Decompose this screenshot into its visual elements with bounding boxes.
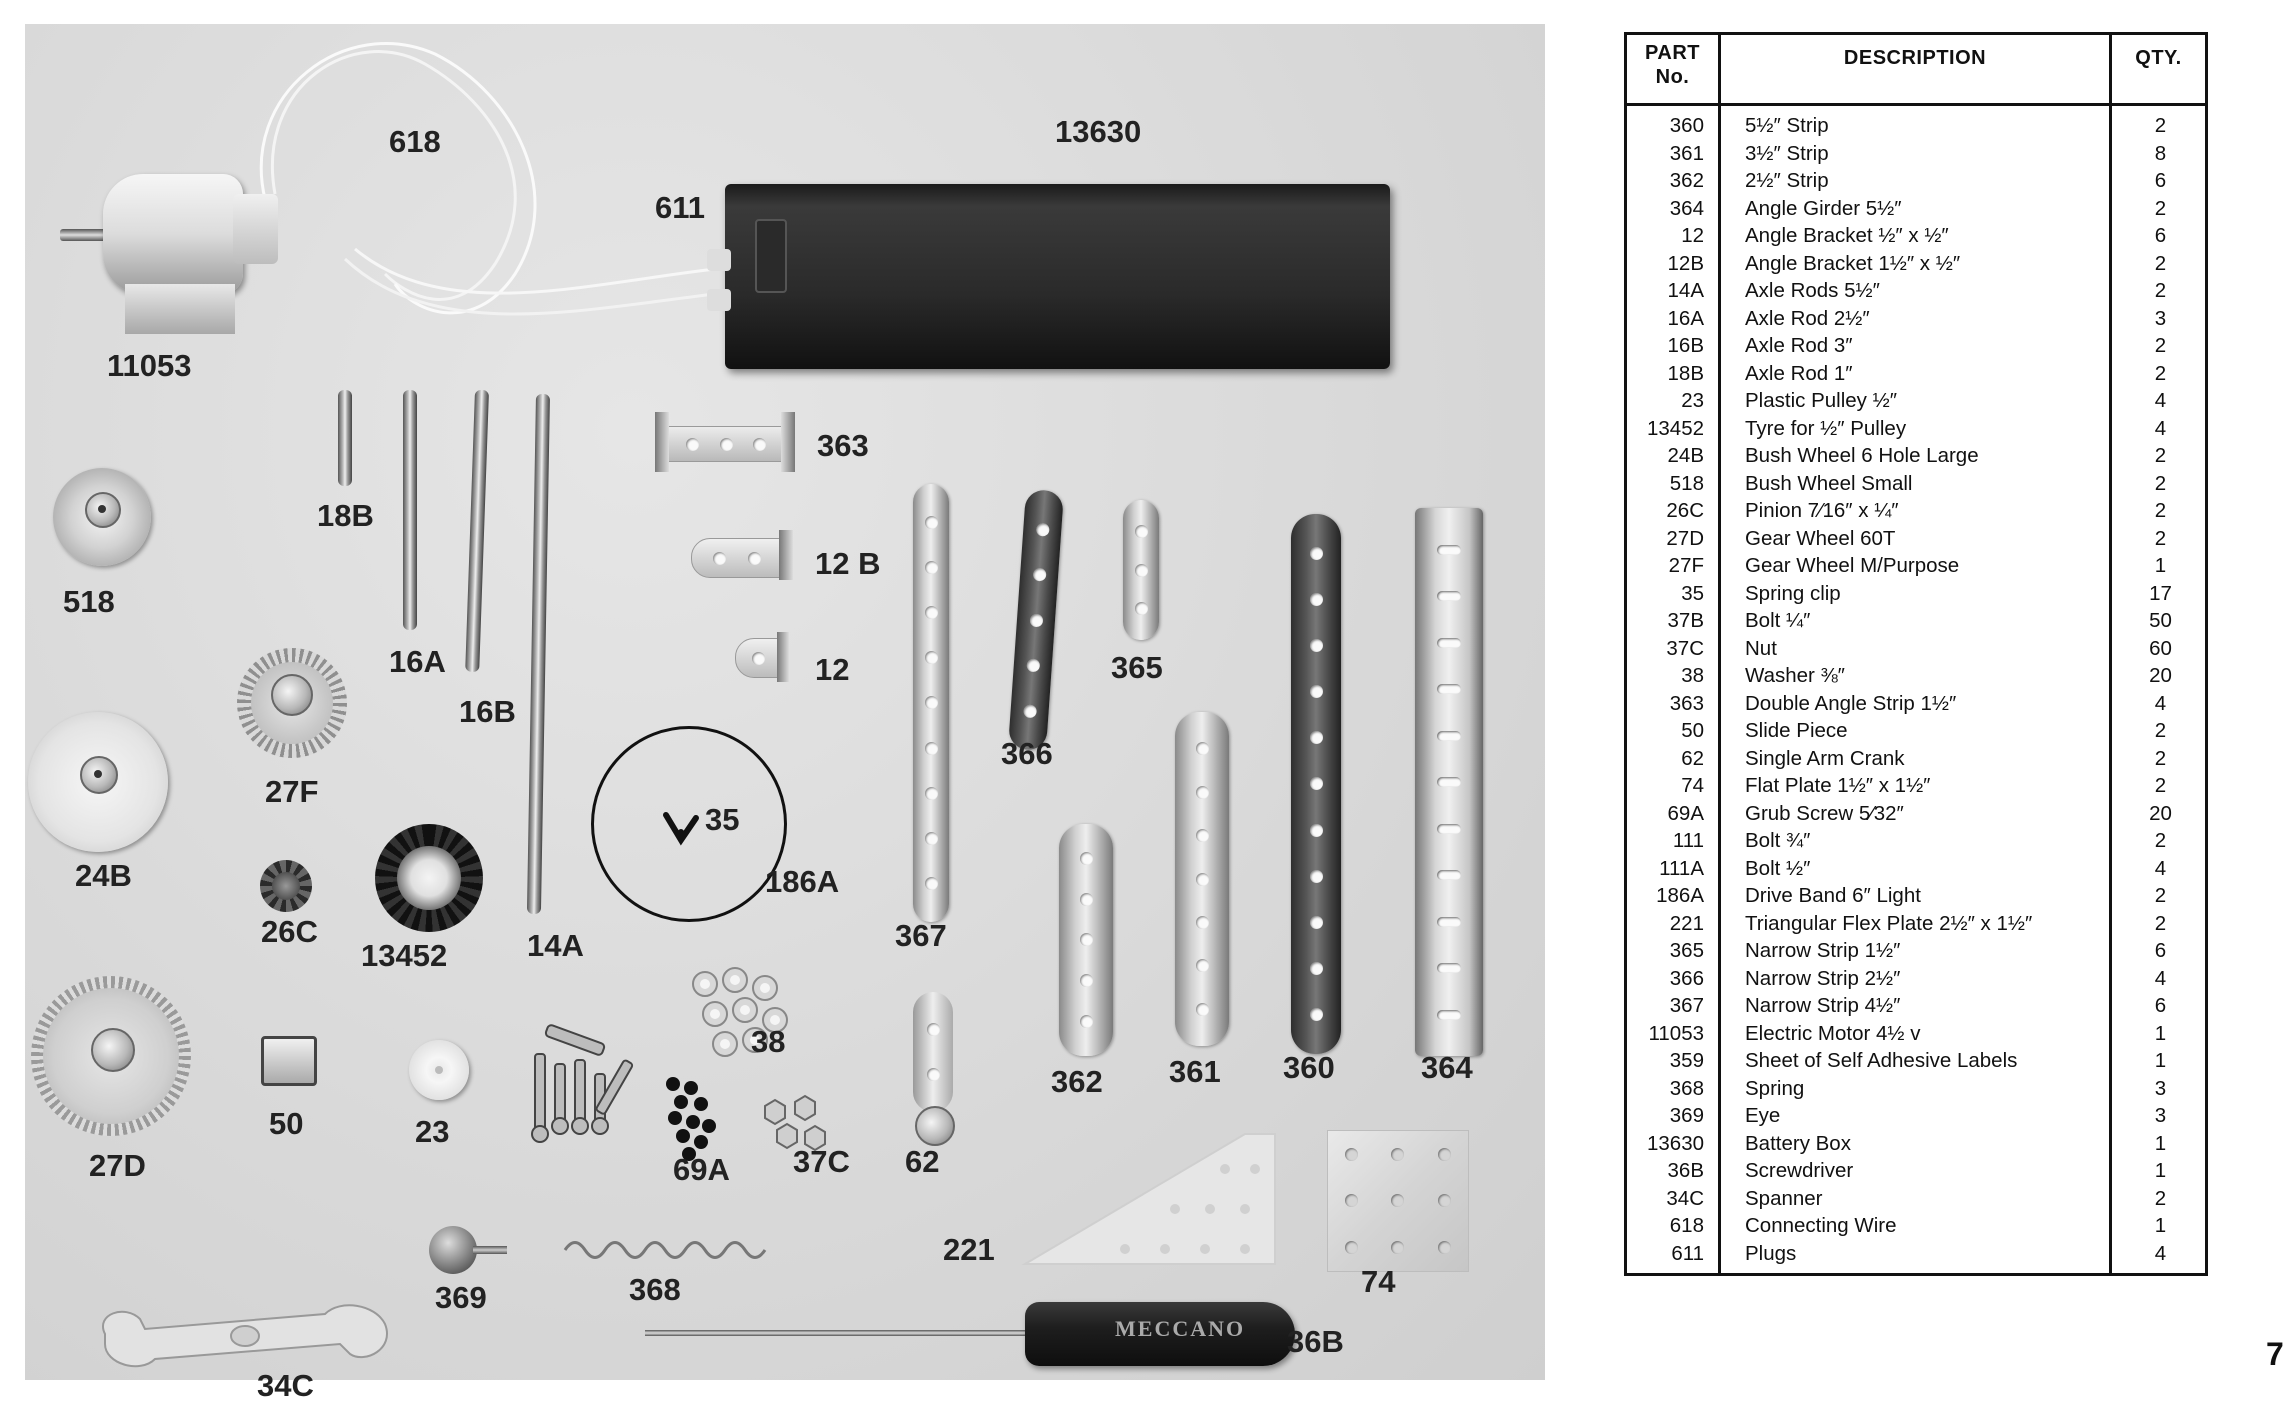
description-cell: Bush Wheel 6 Hole Large: [1745, 444, 1979, 467]
description-cell: Axle Rod 2½″: [1745, 306, 1870, 330]
battery-box: [725, 164, 1405, 374]
label-364: 364: [1421, 1050, 1473, 1085]
label-362: 362: [1051, 1064, 1103, 1099]
label-35: 35: [705, 802, 740, 837]
part-number-cell: 27D: [1666, 526, 1704, 550]
header-part-no: [1627, 35, 1721, 103]
label-69A: 69A: [673, 1152, 730, 1187]
label-618: 618: [389, 124, 441, 159]
single-arm-crank: [905, 992, 961, 1152]
description-cell: Triangular Flex Plate 2½″ x 1½″: [1745, 911, 2033, 935]
part-number-cell: 360: [1669, 114, 1704, 137]
part-number-cell: 34C: [1666, 1186, 1704, 1210]
description-cell: Bolt ¾″: [1745, 829, 1811, 852]
part-number-cell: 16B: [1667, 334, 1704, 357]
part-number-cell: 366: [1669, 966, 1704, 990]
grub-screws: [661, 1074, 731, 1164]
description-cell: Gear Wheel 60T: [1745, 526, 1896, 550]
strip-361: [1175, 712, 1229, 1046]
part-number-cell: 12B: [1667, 251, 1704, 275]
parts-photo: [25, 24, 1545, 1403]
label-13630: 13630: [1055, 114, 1142, 149]
gear-wheel-multipurpose: [237, 648, 347, 758]
qty-cell: 4: [2154, 856, 2167, 880]
strip-362: [1059, 824, 1113, 1056]
pulley-tyre: [375, 824, 483, 932]
part-number-cell: 111: [1672, 829, 1704, 852]
qty-cell: 2: [2154, 114, 2167, 137]
label-221: 221: [943, 1232, 995, 1267]
triangular-flex-plate: [1005, 1124, 1285, 1274]
angle-bracket-12B: [691, 530, 796, 580]
qty-cell: 20: [2149, 664, 2172, 687]
qty-cell: 6: [2154, 169, 2167, 192]
double-angle-strip: [655, 412, 795, 472]
header-qty: QTY.: [2135, 47, 2182, 69]
page-number: 7: [2266, 1336, 2284, 1372]
description-cell: Plugs: [1745, 1241, 1797, 1265]
part-number-cell: 35: [1681, 581, 1704, 605]
part-number-cell: 362: [1669, 169, 1704, 192]
part-number-cell: 13630: [1646, 1131, 1704, 1155]
description-cell: Eye: [1745, 1104, 1781, 1127]
description-cell: Bolt ¼″: [1745, 609, 1811, 632]
bush-wheel-large: [28, 712, 168, 852]
label-365: 365: [1111, 650, 1163, 685]
part-number-cell: 36B: [1667, 1159, 1704, 1182]
description-cell: 3½″ Strip: [1745, 141, 1829, 165]
part-number-cell: 611: [1671, 1241, 1704, 1265]
description-cell: Screwdriver: [1745, 1159, 1854, 1182]
qty-cell: 4: [2154, 1241, 2167, 1265]
description-cell: Connecting Wire: [1745, 1214, 1897, 1237]
label-74: 74: [1361, 1264, 1396, 1299]
description-cell: Flat Plate 1½″ x 1½″: [1745, 774, 1931, 797]
label-26C: 26C: [261, 914, 318, 949]
part-number-cell: 27F: [1668, 554, 1704, 577]
part-number-cell: 364: [1669, 196, 1704, 220]
part-number-cell: 186A: [1656, 884, 1704, 907]
label-518: 518: [63, 584, 115, 619]
label-186A: 186A: [765, 864, 840, 899]
description-cell: Spring clip: [1745, 581, 1841, 605]
description-cell: Angle Bracket ½″ x ½″: [1745, 224, 1949, 247]
label-16B: 16B: [459, 694, 516, 729]
part-number-cell: 74: [1681, 774, 1704, 797]
label-13452: 13452: [361, 938, 448, 973]
part-number-cell: 16A: [1667, 306, 1704, 330]
qty-cell: 50: [2149, 609, 2172, 632]
part-number-cell: 26C: [1666, 499, 1704, 522]
label-16A: 16A: [389, 644, 446, 679]
bolts: [515, 1014, 655, 1154]
table-header: [1627, 35, 2205, 106]
spring-clip: [661, 810, 711, 850]
eye: [429, 1226, 509, 1276]
description-cell: Bush Wheel Small: [1745, 471, 1913, 495]
qty-cell: 4: [2154, 966, 2167, 990]
qty-cell: 2: [2154, 884, 2167, 907]
description-cell: Axle Rods 5½″: [1745, 279, 1880, 302]
qty-cell: 2: [2154, 746, 2167, 770]
label-14A: 14A: [527, 928, 584, 963]
label-50: 50: [269, 1106, 304, 1141]
label-23: 23: [415, 1114, 450, 1149]
description-cell: Sheet of Self Adhesive Labels: [1745, 1049, 2018, 1072]
parts-list-table: [1624, 32, 2208, 1276]
qty-cell: 4: [2154, 416, 2167, 440]
qty-cell: 2: [2154, 499, 2167, 522]
part-number-cell: 37C: [1666, 636, 1704, 660]
qty-cell: 3: [2154, 1104, 2167, 1127]
spanner: [85, 1294, 405, 1384]
qty-cell: 1: [2154, 1021, 2167, 1045]
strip-360: [1291, 514, 1341, 1054]
qty-cell: 60: [2149, 636, 2172, 660]
part-number-cell: 361: [1669, 141, 1704, 165]
qty-cell: 4: [2154, 389, 2167, 412]
part-number-cell: 11053: [1648, 1021, 1704, 1045]
qty-cell: 2: [2154, 829, 2167, 852]
part-column: [1627, 106, 1721, 1276]
description-cell: Battery Box: [1745, 1131, 1851, 1155]
description-cell: Bolt ½″: [1745, 856, 1811, 880]
description-cell: Narrow Strip 4½″: [1745, 994, 1901, 1017]
part-number-cell: 13452: [1646, 416, 1704, 440]
header-description: DESCRIPTION: [1721, 35, 2112, 103]
part-number-cell: 221: [1669, 911, 1704, 935]
axle-rod-16A: [403, 390, 417, 630]
qty-cell: 2: [2154, 911, 2167, 935]
part-number-cell: 365: [1669, 939, 1704, 962]
description-cell: Tyre for ½″ Pulley: [1745, 416, 1907, 440]
part-number-cell: 111A: [1659, 856, 1704, 880]
flat-plate: [1327, 1130, 1469, 1272]
qty-cell: 4: [2154, 691, 2167, 715]
qty-cell: 6: [2154, 939, 2167, 962]
qty-cell: 1: [2154, 1214, 2167, 1237]
label-12: 12: [815, 652, 850, 687]
part-number-cell: 14A: [1667, 279, 1704, 302]
angle-bracket-12: [735, 632, 795, 682]
label-366: 366: [1001, 736, 1053, 771]
qty-cell: 8: [2154, 141, 2167, 165]
part-number-cell: 50: [1681, 719, 1704, 742]
label-363: 363: [817, 428, 869, 463]
part-number-cell: 37B: [1667, 609, 1704, 632]
qty-cell: 6: [2154, 994, 2167, 1017]
description-cell: Nut: [1745, 636, 1777, 660]
part-number-cell: 359: [1669, 1049, 1704, 1072]
narrow-strip-367: [913, 484, 949, 922]
bush-wheel-small: [53, 468, 151, 566]
label-62: 62: [905, 1144, 940, 1179]
description-cell: Spanner: [1745, 1186, 1823, 1210]
label-361: 361: [1169, 1054, 1221, 1089]
gear-wheel-60t: [31, 976, 191, 1136]
description-cell: Grub Screw 5⁄32″: [1745, 801, 1904, 825]
angle-girder: [1415, 508, 1483, 1056]
label-367: 367: [895, 918, 947, 953]
label-36B: 36B: [1287, 1324, 1344, 1359]
qty-cell: 1: [2154, 1049, 2167, 1072]
part-number-cell: 38: [1681, 664, 1704, 687]
qty-cell: 1: [2154, 554, 2167, 577]
qty-cell: 1: [2154, 1159, 2167, 1182]
part-number-cell: 369: [1669, 1104, 1704, 1127]
qty-cell: 2: [2154, 719, 2167, 742]
description-cell: Angle Bracket 1½″ x ½″: [1745, 251, 1961, 275]
part-number-cell: 618: [1669, 1214, 1704, 1237]
part-number-cell: 368: [1669, 1076, 1704, 1100]
qty-cell: 1: [2154, 1131, 2167, 1155]
description-cell: Slide Piece: [1745, 719, 1848, 742]
header-part-label: PART No.: [1645, 42, 1700, 88]
qty-cell: 3: [2154, 1076, 2167, 1100]
plastic-pulley: [409, 1040, 469, 1100]
part-number-cell: 18B: [1667, 361, 1704, 385]
slide-piece: [261, 1036, 317, 1086]
qty-cell: 17: [2149, 581, 2172, 605]
description-cell: Narrow Strip 2½″: [1745, 966, 1901, 990]
screwdriver: [645, 1294, 1305, 1374]
qty-cell: 3: [2154, 306, 2167, 330]
description-cell: Angle Girder 5½″: [1745, 196, 1902, 220]
qty-cell: 2: [2154, 1186, 2167, 1210]
description-column: [1721, 106, 2112, 1276]
description-cell: Electric Motor 4½ v: [1745, 1021, 1921, 1045]
description-cell: Gear Wheel M/Purpose: [1745, 554, 1960, 577]
qty-cell: 6: [2154, 224, 2167, 247]
axle-rod-18B: [338, 390, 352, 486]
label-27F: 27F: [265, 774, 319, 809]
label-24B: 24B: [75, 858, 132, 893]
description-cell: Axle Rod 3″: [1745, 334, 1853, 357]
label-38: 38: [751, 1024, 786, 1059]
qty-cell: 2: [2154, 444, 2167, 467]
qty-cell: 2: [2154, 471, 2167, 495]
label-360: 360: [1283, 1050, 1335, 1085]
screwdriver-brand: MECCANO: [1115, 1316, 1246, 1341]
label-12B: 12 B: [815, 546, 881, 581]
qty-cell: 2: [2154, 334, 2167, 357]
part-number-cell: 23: [1681, 389, 1704, 412]
label-368: 368: [629, 1272, 681, 1307]
label-369: 369: [435, 1280, 487, 1315]
label-11053: 11053: [107, 348, 192, 383]
description-cell: Pinion 7⁄16″ x ¼″: [1745, 499, 1899, 522]
qty-cell: 20: [2149, 801, 2172, 825]
qty-cell: 2: [2154, 279, 2167, 302]
part-number-cell: 62: [1681, 746, 1704, 770]
description-cell: Drive Band 6″ Light: [1745, 884, 1921, 907]
pinion: [260, 860, 312, 912]
part-number-cell: 363: [1669, 691, 1704, 715]
part-number-cell: 367: [1669, 994, 1704, 1017]
label-18B: 18B: [317, 498, 374, 533]
description-cell: Double Angle Strip 1½″: [1745, 691, 1957, 715]
qty-cell: 2: [2154, 251, 2167, 275]
description-cell: Narrow Strip 1½″: [1745, 939, 1901, 962]
table-body: [1627, 106, 2205, 1276]
part-number-cell: 12: [1681, 224, 1704, 247]
qty-cell: 2: [2154, 196, 2167, 220]
part-number-cell: 518: [1669, 471, 1704, 495]
description-cell: 2½″ Strip: [1745, 169, 1829, 192]
electric-motor: [85, 144, 275, 334]
label-37C: 37C: [793, 1144, 850, 1179]
description-cell: Axle Rod 1″: [1745, 361, 1853, 385]
description-cell: Washer ⅜″: [1745, 664, 1845, 687]
narrow-strip-365: [1123, 500, 1159, 640]
qty-cell: 2: [2154, 526, 2167, 550]
description-cell: Plastic Pulley ½″: [1745, 389, 1897, 412]
label-611: 611: [655, 190, 706, 225]
part-number-cell: 69A: [1667, 801, 1704, 825]
qty-cell: 2: [2154, 361, 2167, 385]
label-34C: 34C: [257, 1368, 314, 1403]
qty-cell: 2: [2154, 774, 2167, 797]
part-number-cell: 24B: [1667, 444, 1704, 467]
description-cell: 5½″ Strip: [1745, 114, 1829, 137]
description-cell: Single Arm Crank: [1745, 746, 1905, 770]
qty-column: [2112, 106, 2205, 1276]
description-cell: Spring: [1745, 1076, 1805, 1100]
label-27D: 27D: [89, 1148, 146, 1183]
